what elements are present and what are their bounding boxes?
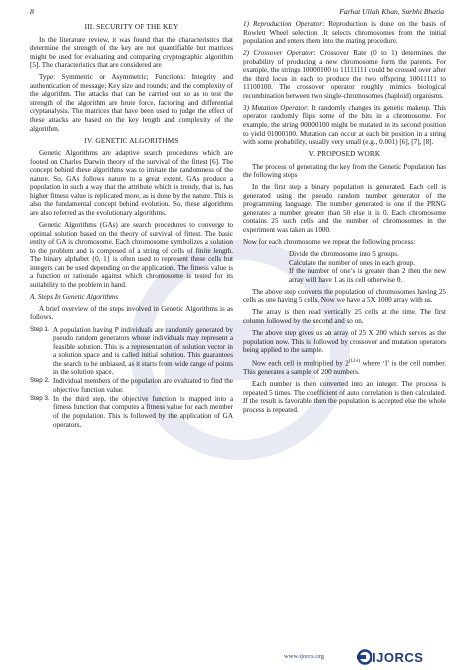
step-item: [30, 377, 233, 394]
exponent: (12-i): [348, 359, 361, 365]
process-item-2: Calculate the number of ones in each group.: [289, 258, 416, 267]
step-label: Step 3.: [30, 394, 50, 402]
step-text: Individual members of the population are evaluated to find the objective function value.: [53, 377, 233, 394]
section-5-paragraph-5: The array is then read vertically 25 cells at the time. The first column followed by the second and so on.: [243, 308, 446, 325]
section-5-paragraph-6: The above step gives us an array of 25 X 200 which serves as the population now. This is followed by crossover and mutation operators being applied to the sample.: [243, 329, 446, 355]
section-5-paragraph-8: Each number is then converted into an integer. The process is repeated 5 times. The coefficient of auto correlation is then calculated. If the result is favorable then the population is accepted else the whole process is repeated.: [243, 380, 446, 414]
step-label: Step 1.: [30, 325, 50, 333]
section-3-paragraph-1: In the literature review, it was found that the characteristics that determine the strength of the key are not quantifiable but matrices might be used for evaluating and comparing cryptographic algorithm [5]. The characteristics that are considered are: [30, 35, 233, 70]
section-5-paragraph-7: [243, 358, 446, 376]
mutation-operator-label: 3) Mutation Operator: [243, 103, 307, 112]
section-3-paragraph-2: Type: Symmetric or Asymmetric; Functions: Integrity and authentication of message; Key size and rounds; and the complexity of the algorithm. The attacks that can be carried out so as to test the strength of the algorithm are brute force, factoring and differential cryptanalysis. The matrices that have been used to judge the effect of these attacks are based on the key length and complexity of the algorithm.: [30, 73, 233, 133]
page-number: 8: [30, 7, 34, 16]
mutation-operator-text: : It randomly changes its genetic makeup. This operator randomly flips some of the bits in a chromosome. For example, the string 00000100 might be mutated in its second position to yield 01000100. Mutation can occur at each bit position in a string with some probability, usually very small (e.g., 0.001) [6], [7], [8].: [243, 103, 447, 147]
section-4-title: IV. GENETIC ALGORITHMS: [84, 135, 179, 145]
journal-url-link[interactable]: www.ijorcs.org: [284, 653, 324, 660]
process-item-3: If the number of one’s is greater than 2 then the new array will have 1 as its cell otherwise 0.: [289, 267, 446, 284]
step-item: [30, 326, 233, 377]
crossover-operator-text: : Crossover Rate (0 to 1) determines the probability of producing a new chromosome form the parents. For example, the strings 10000100 to 11111111 could be crossed over after the third locus in each to produce the two offspring 10011111 to 11100100. The crossover operator roughly mimics biological recombination between two single-chromosomes (haploid) organisms.: [243, 49, 446, 100]
step-item: [30, 395, 233, 429]
section-5-paragraph-4: The above step converts the population of chromosomes having 25 cells as one having 5 cells. Now we have a 5X 1000 array with us.: [243, 287, 446, 305]
multiply-text-end: where ‘I’ is the cell number. This generates a sample of 200 numbers.: [243, 359, 446, 377]
section-5-paragraph-1: The process of generating the key from the Genetic Population has the following steps: [243, 162, 446, 180]
right-column: [243, 20, 446, 418]
section-3-title: III. SECURITY OF THE KEY: [84, 22, 179, 31]
step-text: A population having P individuals are randomly generated by pseudo random generators whose individuals may represent a feasible solution. This is a representation of solution vector in a solution space and is called initial solution. This guarantees the search to be unbiased, as it starts from wide range of points in the solution space.: [53, 325, 233, 377]
page-header: [30, 7, 444, 19]
running-authors: Farhat Ullah Khan, Surbhi Bhatia: [339, 7, 444, 16]
page-footer: [0, 647, 474, 667]
section-4-paragraph-1: Genetic Algorithms are adaptive search procedures which are footed on Charles Darwin theory of the survival of the fittest [6]. The concept behind these algorithms was to imitate the randomness of the nature. So, GAs follows nature to a great extent. GAs produce a population in such a way that the attribute which is trendy, that is, has higher fitness value is replicated more, as is done by the nature. This is also the fundamental concept behind evolution. So, these algorithms are also referred as the evolutionary algorithms.: [30, 149, 233, 217]
logo-text: IJORCS: [372, 650, 424, 665]
section-5-title: V. PROPOSED WORK: [308, 149, 381, 159]
multiply-text-start: Now each cell is multiplied by 2: [252, 359, 349, 368]
reproduction-operator-label: 1) Reproduction Operator: [243, 20, 323, 28]
reproduction-operator-paragraph: [243, 20, 446, 46]
section-4-paragraph-2: Genetic Algorithms (GAs) are search procedures to converge to optimal solution based on the theory of survival of fittest. The basic entity of GA is chromosome. Each chromosome symbolizes a solution to the problem and is composed of a string of cells of finite length. The binary alphabet {0, 1} is often used to represent these cells but integers can be used depending on the application. The fitness value is a function or rationale against which chromosome is tested for its suitability to the problem in hand.: [30, 220, 233, 289]
step-text: In the third step, the objective function is mapped into a fitness function that computes a fitness value for each member of the population. This is followed by the application of GA operators.: [53, 394, 233, 429]
process-item-1: Divide the chromosome into 5 groups.: [289, 250, 399, 259]
step-label: Step 2.: [30, 377, 50, 385]
section-5-paragraph-3: Now for each chromosome we repeat the following process:: [243, 238, 416, 247]
reproduction-operator-text: : Reproduction is done on the basis of Rowlett Wheel selection .It selects chromosomes from the initial population and enters them into the mating procedure.: [243, 20, 447, 46]
journal-logo: [356, 647, 448, 667]
logo-mark-icon: [356, 648, 372, 666]
left-column: [30, 20, 233, 430]
mutation-operator-paragraph: [243, 104, 446, 147]
subsection-a-paragraph: A brief overview of the steps involved in Genetic Algorithms is as follows.: [30, 304, 233, 322]
section-5-paragraph-2: In the first step a binary population is generated. Each cell is generated using the pseudo random number generator of the programming language. The number generated is one if the PRNG generates a number greater than 50 else it is 0. Each chromosome contains 25 such cells and the number of chromosomes in the experiment was taken as 1000.: [243, 183, 446, 235]
subsection-a-title: A. Steps In Genetic Algorithms: [30, 293, 119, 302]
crossover-operator-paragraph: [243, 49, 446, 100]
crossover-operator-label: 2) Crossover Operator: [243, 49, 314, 58]
